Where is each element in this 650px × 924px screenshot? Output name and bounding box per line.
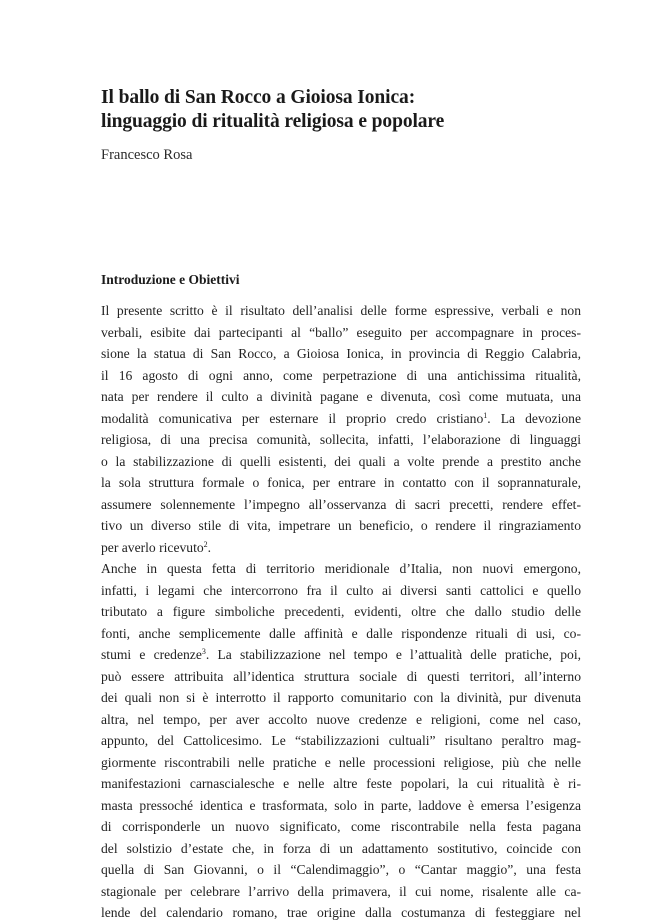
text-segment: modalità comunicativa per esternare il proprio credo cristiano xyxy=(101,410,484,426)
text-line: di corrisponderle un nuovo significato, come riscontrabile nella festa pagana xyxy=(101,819,581,834)
text-line: appunto, del Cattolicesimo. Le “stabilizzazioni cultuali” risultano peraltro mag- xyxy=(101,733,581,748)
body-text xyxy=(101,300,581,924)
text-line: Anche in questa fetta di territorio meridionale d’Italia, non nuovi emergono, xyxy=(101,561,581,576)
document-page xyxy=(101,0,581,920)
title-line-2: linguaggio di ritualità religiosa e popolare xyxy=(101,111,445,132)
footnote-ref-2[interactable]: 2 xyxy=(203,539,208,549)
text-line: assumere solennemente l’impegno all’osservanza di sacri precetti, rendere effet- xyxy=(101,496,581,512)
text-segment: per averlo ricevuto xyxy=(101,539,204,555)
paragraph-2 xyxy=(101,558,581,924)
text-line: fonti, anche semplicemente dalle affinità e dalle rispondenze rituali di usi, co- xyxy=(101,625,581,641)
footnote-ref-1[interactable]: 1 xyxy=(483,410,488,420)
section-heading: Introduzione e Obiettivi xyxy=(101,272,240,287)
text-line: tivo un diverso stile di vita, impetrare un beneficio, o rendere il ringraziamento xyxy=(101,518,581,533)
text-line: lende del calendario romano, trae origine dalla costumanza di festeggiare nel xyxy=(101,905,581,920)
text-line: può essere attribuita all’identica struttura sociale di questi territori, all’interno xyxy=(101,668,581,684)
text-line: il 16 agosto di ogni anno, come perpetrazione di una antichissima ritualità, xyxy=(101,367,581,383)
text-line: verbali, esibite dai partecipanti al “ballo” eseguito per accompagnare in proces- xyxy=(101,324,581,340)
title-line-1: Il ballo di San Rocco a Gioiosa Ionica: xyxy=(101,87,416,108)
text-line: o la stabilizzazione di quelli esistenti, dei quali a volte prende a prestito anche xyxy=(101,453,581,469)
paragraph-1 xyxy=(101,300,581,558)
text-line: del solstizio d’estate che, in forza di un adattamento sostitutivo, coincide con xyxy=(101,840,581,856)
text-line xyxy=(101,408,581,430)
text-line: Il presente scritto è il risultato dell’analisi delle forme espressive, verbali e non xyxy=(101,303,581,318)
text-line: nata per rendere il culto a divinità pagane e divenuta, così come mutuata, una xyxy=(101,389,581,404)
text-line: stagionale per celebrare l’arrivo della primavera, il cui nome, risalente alle ca- xyxy=(101,883,581,899)
text-segment: stumi e credenze xyxy=(101,647,202,662)
text-line: dei quali non si è interrotto il rapporto comunitario con la divinità, pur divenuta xyxy=(101,690,581,705)
author-name: Francesco Rosa xyxy=(101,147,193,163)
text-line xyxy=(101,537,581,559)
text-line: quella di San Giovanni, o il “Calendimaggio”, o “Cantar maggio”, una festa xyxy=(101,862,581,877)
text-segment: . xyxy=(207,539,212,555)
text-line xyxy=(101,644,581,666)
text-segment: . La stabilizzazione nel tempo e l’attualità delle pratiche, poi, xyxy=(205,647,581,662)
text-line: sione la statua di San Rocco, a Gioiosa Ionica, in provincia di Reggio Calabria, xyxy=(101,346,581,361)
text-line: religiosa, di una precisa comunità, sollecita, infatti, l’elaborazione di linguaggi xyxy=(101,432,581,447)
paper-title xyxy=(101,86,444,134)
text-line: altra, nel tempo, per aver accolto nuove credenze e religioni, come nel caso, xyxy=(101,711,581,727)
text-line: tributato a figure simboliche precedenti, evidenti, oltre che dallo studio delle xyxy=(101,604,581,619)
text-line: giormente riscontrabili nelle pratiche e nelle processioni religiose, più che nelle xyxy=(101,754,581,770)
text-line: masta pressoché identica e trasformata, solo in parte, laddove è emersa l’esigenza xyxy=(101,797,581,813)
text-segment: . La devozione xyxy=(487,410,581,426)
text-line: manifestazioni carnascialesche e nelle altre feste popolari, la cui ritualità è ri- xyxy=(101,776,581,791)
text-line: la sola struttura formale o fonica, per entrare in contatto con il soprannaturale, xyxy=(101,475,581,490)
text-line: infatti, i legami che intercorrono fra il culto ai diversi santi cattolici e quello xyxy=(101,582,581,598)
footnote-ref-3[interactable]: 3 xyxy=(201,647,206,656)
